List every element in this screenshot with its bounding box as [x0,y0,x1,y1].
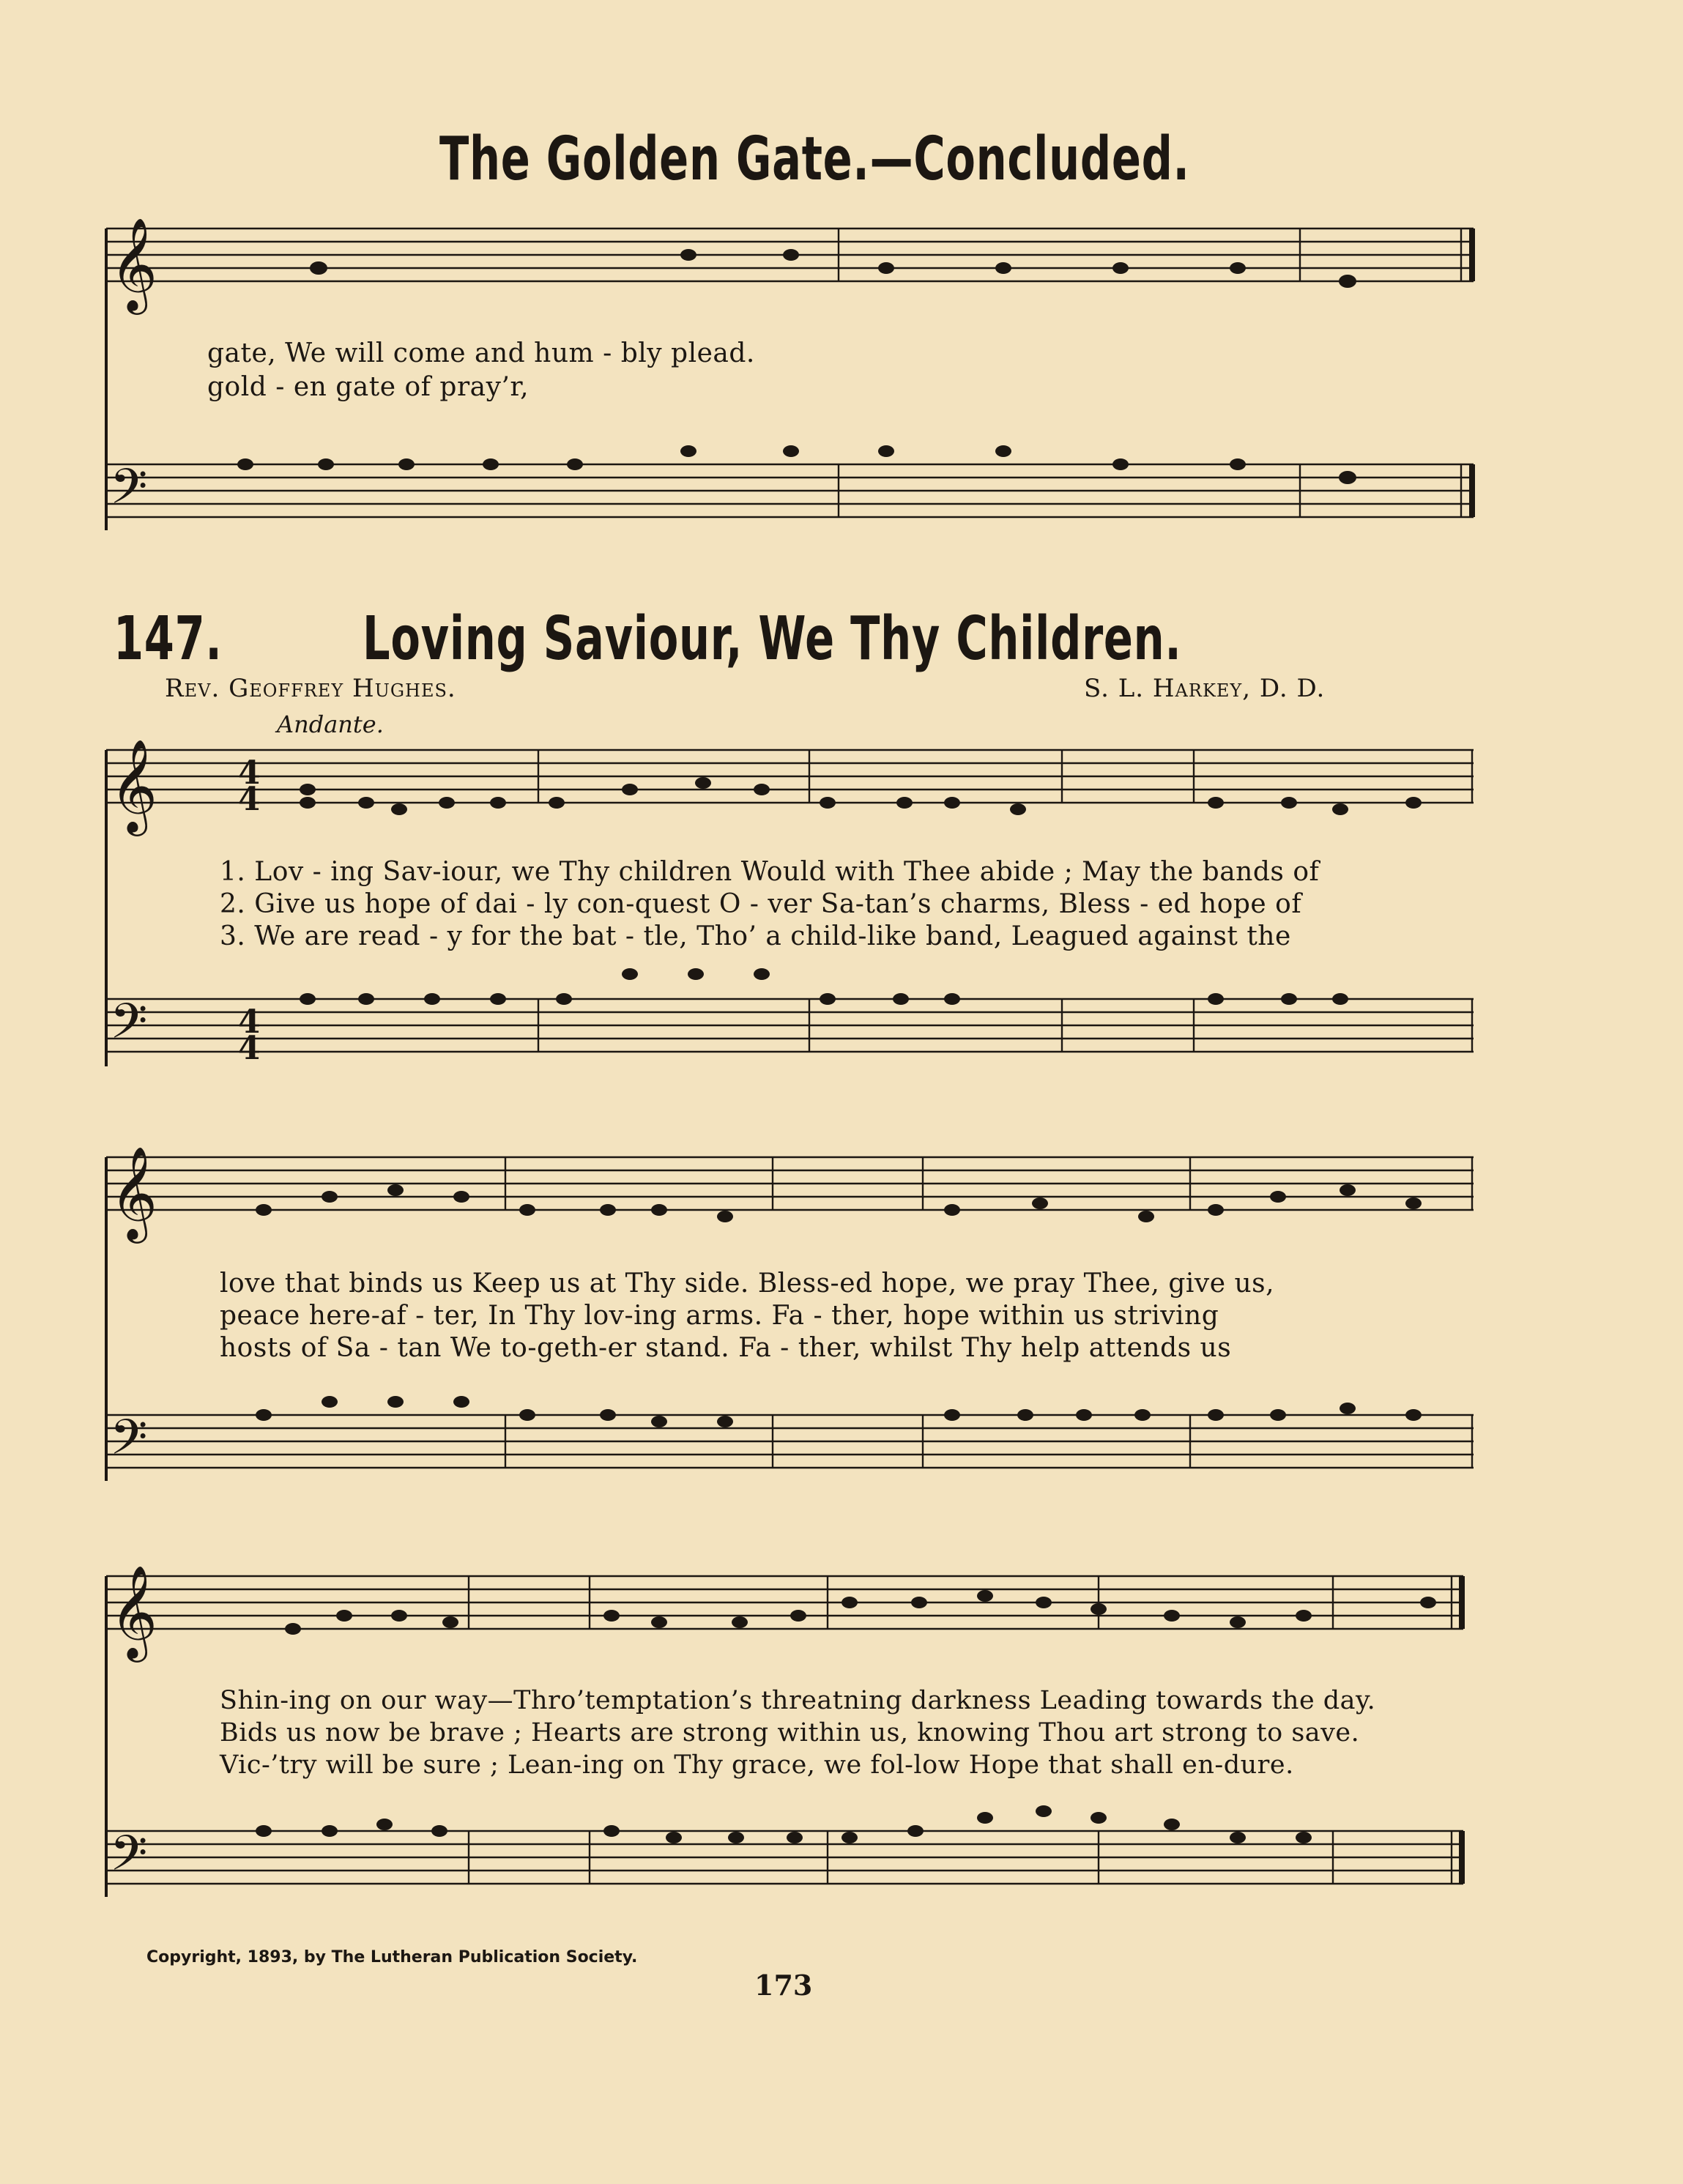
svg-text:4: 4 [238,781,261,818]
verse-line-3-3: Vic-’try will be sure ; Lean-ing on Thy grace, we fol-low Hope that shall en-dure. [220,1750,1294,1780]
verse-line-1-2: 2. Give us hope of dai - ly con-quest O - ver Sa-tan’s charms, Bless - ed hope of [220,889,1302,919]
svg-text:𝄢: 𝄢 [110,1409,148,1477]
tempo-marking: Andante. [277,710,384,738]
verse-line-1-3: 3. We are read - y for the bat - tle, Tho’ a child-like band, Leagued against the [220,921,1291,951]
page-number: 173 [754,1969,813,2002]
svg-text:𝄞: 𝄞 [110,1564,158,1658]
verse-line-2-2: peace here-af - ter, In Thy lov-ing arms. Fa - ther, hope within us striving [220,1301,1219,1331]
svg-text:4: 4 [238,754,261,792]
svg-text:4: 4 [238,1030,261,1067]
svg-text:𝄢: 𝄢 [110,993,148,1061]
verse-line-3-1: Shin-ing on our way—Thro’temptation’s threatning darkness Leading towards the day. [220,1686,1376,1715]
svg-text:𝄢: 𝄢 [110,458,148,527]
copyright-notice: Copyright, 1893, by The Lutheran Publication Society. [146,1948,638,1966]
svg-text:𝄢: 𝄢 [110,1825,148,1893]
hymn-composer: S. L. Harkey, D. D. [1084,674,1326,703]
svg-text:𝄞: 𝄞 [110,217,158,311]
hymn-title: Loving Saviour, We Thy Children. [363,604,1182,674]
verse-line-2-3: hosts of Sa - tan We to-geth-er stand. Fa - ther, whilst Thy help attends us [220,1333,1232,1363]
svg-text:4: 4 [238,1003,261,1041]
prev-hymn-alto-lyrics: gold - en gate of pray’r, [207,372,530,402]
hymn-number: 147. [114,604,223,674]
svg-text:𝄞: 𝄞 [110,1145,158,1239]
verse-line-2-1: love that binds us Keep us at Thy side. Bless-ed hope, we pray Thee, give us, [220,1269,1275,1299]
verse-line-3-2: Bids us now be brave ; Hearts are strong within us, knowing Thou art strong to save. [220,1718,1360,1747]
prev-hymn-soprano-lyrics: gate, We will come and hum - bly plead. [207,338,755,368]
hymn-author: Rev. Geoffrey Hughes. [165,674,456,703]
verse-line-1-1: 1. Lov - ing Sav-iour, we Thy children Would with Thee abide ; May the bands of [220,857,1320,887]
page-title: The Golden Gate.—Concluded. [439,125,1190,194]
svg-text:𝄞: 𝄞 [110,738,158,832]
